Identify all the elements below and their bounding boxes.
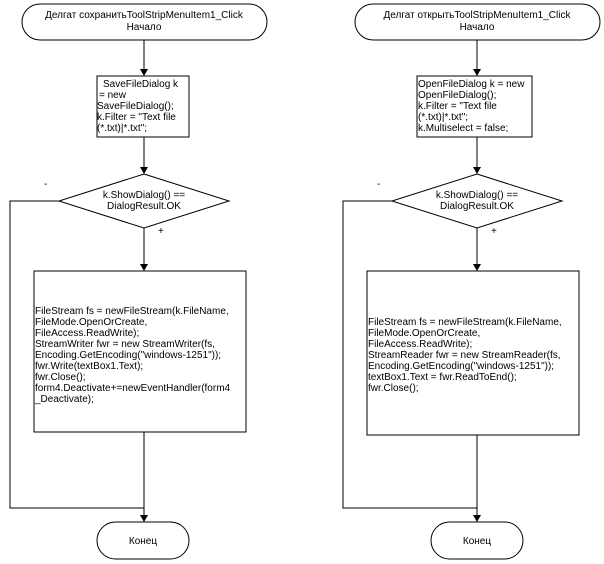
left-process2-line-4: StreamWriter fwr = new StreamWriter(fs, <box>35 339 215 350</box>
left-process2-line-6: fwr.Write(textBox1.Text); <box>35 361 144 372</box>
left-flowchart <box>10 4 267 559</box>
right-process2-line-3: FileAccess.ReadWrite); <box>368 339 473 350</box>
left-process1-line-4: k.Filter = "Text file <box>97 112 176 123</box>
right-process1-line-1: OpenFileDialog k = new <box>418 79 525 90</box>
left-arrowhead-2 <box>140 167 148 174</box>
right-process2-line-6: textBox1.Text = fwr.ReadToEnd(); <box>368 372 517 383</box>
left-process2-line-2: FileMode.OpenOrCreate, <box>35 317 148 328</box>
right-arrowhead-1 <box>473 69 481 76</box>
right-end-label: Конец <box>462 536 492 547</box>
left-arrowhead-4 <box>140 515 148 522</box>
right-process2-line-7: fwr.Close(); <box>368 383 419 394</box>
left-process1-line-5: (*.txt)|*.txt"; <box>97 123 148 134</box>
left-process1-line-1: SaveFileDialog k <box>103 79 179 90</box>
right-process1-line-2: OpenFileDialog(); <box>418 90 497 101</box>
right-yes-label: + <box>491 226 497 237</box>
left-arrowhead-3 <box>140 264 148 271</box>
right-decision-line-1: k.ShowDialog() == <box>435 190 519 201</box>
right-process1-line-4: (*.txt)|*.txt"; <box>418 112 469 123</box>
right-decision-line-2: DialogResult.OK <box>440 201 514 212</box>
right-process1-line-5: k.Multiselect = false; <box>418 123 509 134</box>
left-decision-line-2: DialogResult.OK <box>107 201 181 212</box>
right-start-label-1: Делгат открытьToolStripMenuItem1_Click <box>383 10 571 21</box>
left-process2-line-5: Encoding.GetEncoding("windows-1251")); <box>35 350 222 361</box>
left-decision-line-1: k.ShowDialog() == <box>102 190 186 201</box>
right-process2-line-1: FileStream fs = newFileStream(k.FileName, <box>368 317 562 328</box>
left-end-label: Конец <box>128 536 158 547</box>
left-process2-line-7: fwr.Close(); <box>35 372 86 383</box>
right-process2-line-5: Encoding.GetEncoding("windows-1251")); <box>368 361 555 372</box>
left-process2-line-3: FileAccess.ReadWrite); <box>35 328 140 339</box>
right-arrowhead-2 <box>473 167 481 174</box>
right-process2-line-4: StreamReader fwr = new StreamReader(fs, <box>368 350 561 361</box>
left-arrowhead-1 <box>140 69 148 76</box>
left-yes-label: + <box>158 226 164 237</box>
right-arrowhead-3 <box>473 264 481 271</box>
left-process2-line-8: form4.Deactivate+=newEventHandler(form4 <box>35 383 231 394</box>
left-process2-line-1: FileStream fs = newFileStream(k.FileName, <box>35 306 229 317</box>
left-no-label: - <box>44 179 48 190</box>
right-process2-line-2: FileMode.OpenOrCreate, <box>368 328 481 339</box>
right-process1-line-3: k.Filter = "Text file <box>418 101 497 112</box>
left-start-label-1: Делгат сохранитьToolStripMenuItem1_Click <box>45 10 243 21</box>
left-process1-line-3: SaveFileDialog(); <box>97 101 174 112</box>
right-no-label: - <box>377 179 381 190</box>
left-process1-line-2: = new <box>99 90 126 101</box>
left-start-label-2: Начало <box>126 22 162 33</box>
left-process2-line-9: _Deactivate); <box>35 394 94 405</box>
right-flowchart <box>343 4 600 559</box>
right-start-label-2: Начало <box>459 22 495 33</box>
right-arrowhead-4 <box>473 515 481 522</box>
